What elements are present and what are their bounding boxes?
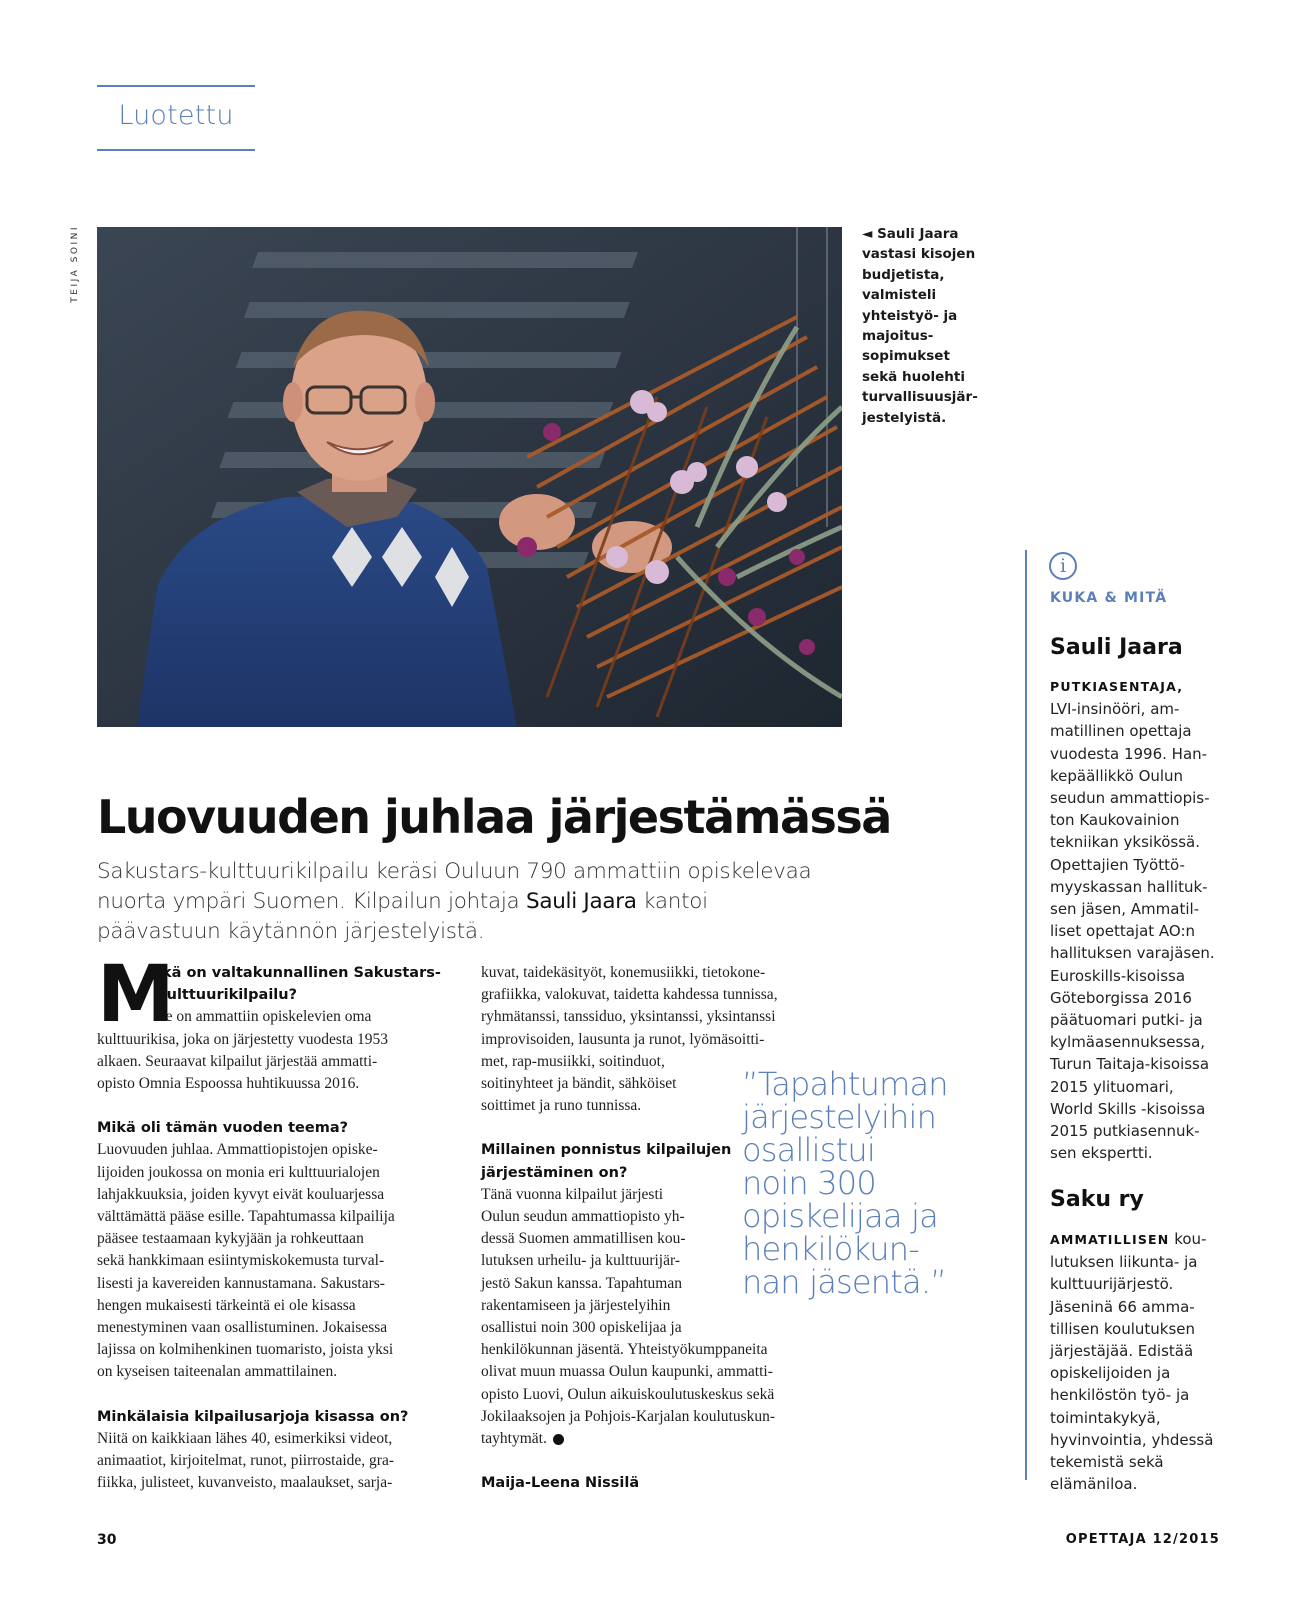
answer-2-line: pääsee testaamaan kykyjään ja rohkeuttaan <box>97 1230 364 1248</box>
sidebar-org-line: opiskelijoiden ja <box>1050 1364 1171 1383</box>
sidebar-person-line: hallituksen varajäsen. <box>1050 944 1215 963</box>
answer-3-line: grafiikka, valokuvat, taidetta kahdessa tunnissa, <box>481 986 778 1004</box>
answer-1-line: kulttuurikisa, joka on järjestetty vuodesta 1953 <box>97 1030 389 1048</box>
article-headline: Luovuuden juhlaa järjestämässä <box>97 790 891 844</box>
question-2: Mikä oli tämän vuoden teema? <box>97 1120 349 1137</box>
answer-4-line: lutuksen urheilu- ja kulttuurijär- <box>481 1252 680 1270</box>
answer-4-line: Tänä vuonna kilpailut järjesti <box>481 1185 664 1203</box>
sidebar-org-name: Saku ry <box>1050 1187 1144 1212</box>
sidebar-org <box>1050 1186 1225 1495</box>
answer-4-line: dessä Suomen ammatillisen kou- <box>481 1230 686 1248</box>
drop-cap: M <box>97 950 175 1040</box>
sidebar-rule <box>1025 550 1027 1480</box>
answer-3-line: Niitä on kaikkiaan lähes 40, esimerkiksi videot, <box>97 1429 393 1447</box>
answer-3-line: soitinyhteet ja bändit, sähköiset <box>481 1075 677 1093</box>
sidebar-person-line: Euroskills-kisoissa <box>1050 966 1186 985</box>
answer-4-line: Jokilaaksojen ja Pohjois-Karjalan koulutuskun- <box>481 1407 776 1425</box>
sidebar-org-line: järjestäjää. Edistää <box>1050 1342 1194 1361</box>
answer-4-line: rakentamiseen ja järjestelyihin <box>481 1296 671 1314</box>
sidebar-person-name: Sauli Jaara <box>1050 635 1183 660</box>
section-rule-top <box>97 85 255 87</box>
pull-quote-line: nan jäsentä.” <box>742 1263 946 1301</box>
answer-3-line: met, rap-musiikki, soitinduot, <box>481 1052 665 1070</box>
question-4-line: järjestäminen on? <box>481 1164 628 1181</box>
page-number: 30 <box>97 1532 117 1548</box>
answer-2-line: välttämättä pääse esille. Tapahtumassa kilpailija <box>97 1208 395 1226</box>
sidebar-org-first-line <box>1050 1228 1225 1251</box>
answer-1-line: opisto Omnia Espoossa huhtikuussa 2016. <box>97 1075 360 1093</box>
pull-quote-line: henkilökun- <box>742 1230 919 1268</box>
answer-2-line: lijoiden joukossa on monia eri kulttuurialojen <box>97 1163 380 1181</box>
sidebar-person-line: kylmäasennuksessa, <box>1050 1033 1206 1052</box>
qa-block-2 <box>97 1117 449 1383</box>
qa-block-3 <box>97 1406 449 1495</box>
sidebar-person-line: matillinen opettaja <box>1050 722 1192 741</box>
issue-label: OPETTAJA 12/2015 <box>1065 1532 1220 1547</box>
sidebar-org-line: Jäseninä 66 amma- <box>1050 1297 1195 1316</box>
answer-3-line: ryhmätanssi, tanssiduo, yksintanssi, yksintanssi <box>481 1008 776 1026</box>
lead-text-start: Sakustars-kulttuurikilpailu keräsi Ouluun 790 ammattiin opiskelevaa nuorta ympäri Suomen. Kilpailun johtaja <box>97 859 812 914</box>
sidebar-org-first: kou- <box>1169 1230 1207 1248</box>
answer-4-line: jestö Sakun kanssa. Tapahtuman <box>481 1274 682 1292</box>
sidebar-person-line: Göteborgissa 2016 <box>1050 988 1192 1007</box>
answer-4-line: osallistui noin 300 opiskelijaa ja <box>481 1319 682 1337</box>
answer-2-line: lahjakkuuksia, joiden kyvyt eivät kouluarjessa <box>97 1185 385 1203</box>
qa-block-1 <box>97 950 449 1095</box>
answer-2-line: on kyseisen taiteenalan ammattilainen. <box>97 1363 338 1381</box>
sidebar-person-line: ton Kaukovainion <box>1050 811 1180 830</box>
answer-3-line: kuvat, taidekäsityöt, konemusiikki, tietokone- <box>481 964 766 981</box>
sidebar-person-line: tekniikan yksikössä. <box>1050 833 1200 852</box>
question-3: Minkälaisia kilpailusarjoja kisassa on? <box>97 1408 409 1425</box>
answer-4-last-line <box>481 1428 831 1450</box>
sidebar-person-line: päätuomari putki- ja <box>1050 1011 1203 1030</box>
sidebar-person-line: liset opettajat AO:n <box>1050 922 1196 941</box>
answer-4-line: opisto Luovi, Oulun aikuiskoulutuskeskus sekä <box>481 1385 775 1403</box>
sidebar-org-cap: AMMATILLISEN <box>1050 1232 1170 1247</box>
answer-2-line: Luovuuden juhlaa. Ammattiopistojen opiske- <box>97 1141 378 1159</box>
sidebar-person-line: seudun ammattiopis- <box>1050 789 1210 808</box>
section-tag: Luotettu <box>118 100 234 131</box>
question-1-line: ikä on valtakunnallinen Sakustars- <box>157 965 441 981</box>
byline: Maija-Leena Nissilä <box>481 1475 640 1492</box>
answer-2-line: menestyminen vaan osallistuminen. Jokaisessa <box>97 1319 388 1337</box>
answer-4-line: Oulun seudun ammattiopisto yh- <box>481 1208 685 1226</box>
answer-2-line: hengen mukaisesti tärkeintä ei ole kisassa <box>97 1296 356 1314</box>
sidebar-person-line: LVI-insinööri, am- <box>1050 700 1180 719</box>
answer-1-line: alkaen. Seuraavat kilpailut järjestää ammatti- <box>97 1052 378 1070</box>
pull-quote-line: opiskelijaa ja <box>742 1197 938 1235</box>
sidebar-person-line: sen ekspertti. <box>1050 1144 1153 1163</box>
sidebar-person-line: myyskassan hallituk- <box>1050 877 1208 896</box>
sidebar-person-line: World Skills -kisoissa <box>1050 1099 1206 1118</box>
pull-quote <box>742 1065 948 1301</box>
article-lead <box>97 857 837 947</box>
sidebar-person-line: sen jäsen, Ammatil- <box>1050 900 1200 919</box>
sidebar-person-line: 2015 putkiasennuk- <box>1050 1122 1200 1141</box>
answer-2-line: sekä hankkimaan esiintymiskokemusta turval- <box>97 1252 385 1270</box>
answer-4-line: henkilökunnan jäsentä. Yhteistyökumppaneita <box>481 1341 768 1359</box>
pull-quote-line: järjestelyihin <box>742 1098 937 1136</box>
answer-2-line: lisesti ja kavereiden kannustamana. Sakustars- <box>97 1274 385 1292</box>
answer-4-line: olivat muun muassa Oulun kaupunki, ammatti- <box>481 1363 773 1381</box>
answer-3-line: fiikka, julisteet, kuvanveisto, maalaukset, sarja- <box>97 1474 393 1492</box>
sidebar-person-line: kepäällikkö Oulun <box>1050 766 1184 785</box>
sidebar-org-line: kulttuurijärjestö. <box>1050 1275 1174 1294</box>
sidebar-person-line: vuodesta 1996. Han- <box>1050 744 1208 763</box>
lead-text-end: kantoi päävastuun käytännön järjestelyistä. <box>97 889 708 944</box>
sidebar-org-line: elämäniloa. <box>1050 1475 1138 1494</box>
sidebar-person-line: 2015 ylituomari, <box>1050 1077 1174 1096</box>
end-mark-icon <box>553 1434 564 1445</box>
sidebar-org-line: lutuksen liikunta- ja <box>1050 1253 1198 1272</box>
answer-3-line: improvisoiden, lausunta ja runot, lyömäsoitti- <box>481 1030 765 1048</box>
sidebar-org-line: hyvinvointia, yhdessä <box>1050 1430 1214 1449</box>
section-rule-bottom <box>97 149 255 151</box>
answer-3-line: soittimet ja runo tunnissa. <box>481 1097 642 1115</box>
answer-1-line: Se on ammattiin opiskelevien oma <box>157 1008 372 1026</box>
pull-quote-line: osallistui <box>742 1131 875 1169</box>
pull-quote-line: ”Tapahtuman <box>742 1065 948 1103</box>
pull-quote-line: noin 300 <box>742 1164 876 1202</box>
question-1-line: kulttuurikilpailu? <box>157 987 297 1004</box>
sidebar-org-line: tillisen koulutuksen <box>1050 1319 1196 1338</box>
answer-4-line: tayhtymät. <box>481 1430 547 1448</box>
answer-3-line: animaatiot, kirjoitelmat, runot, piirrostaide, gra- <box>97 1452 394 1470</box>
sidebar-person-line: Turun Taitaja-kisoissa <box>1050 1055 1210 1074</box>
photo-caption: ◄ Sauli Jaara vastasi kisojen budjetista, valmisteli yhteistyö- ja majoitus- sopimukset sekä huolehti turvallisuusjär- jestelyistä. <box>862 226 978 426</box>
body-column-1 <box>97 950 449 1516</box>
question-4-line: Millainen ponnistus kilpailujen <box>481 1142 732 1159</box>
sidebar-person-line: Opettajien Työttö- <box>1050 855 1185 874</box>
lead-person-name: Sauli Jaara <box>525 889 637 914</box>
sidebar-org-line: tekemistä sekä <box>1050 1453 1164 1472</box>
sidebar-person-title: PUTKIASENTAJA, <box>1050 679 1184 694</box>
sidebar-kicker: KUKA & MITÄ <box>1050 590 1168 606</box>
sidebar-org-line: henkilöstön työ- ja <box>1050 1386 1190 1405</box>
sidebar-org-line: toimintakykyä, <box>1050 1408 1161 1427</box>
article-photo <box>97 227 842 727</box>
photo-credit: TEIJA SOINI <box>70 225 80 303</box>
info-icon: i <box>1049 552 1077 580</box>
answer-2-line: lajissa on kolmihenkinen tuomaristo, joista yksi <box>97 1341 394 1359</box>
sidebar-person <box>1050 634 1225 1164</box>
